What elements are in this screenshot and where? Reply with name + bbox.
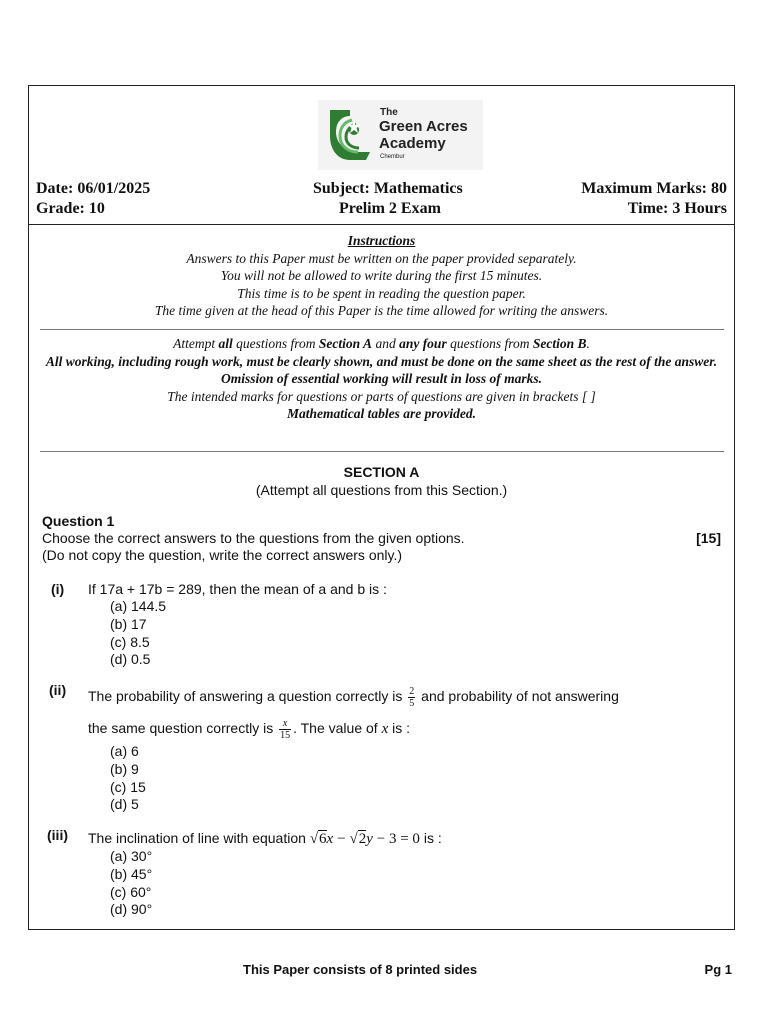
option: (d) 90° (110, 901, 153, 918)
header-divider (29, 224, 734, 225)
part-number: (i) (51, 581, 65, 597)
exam-name: Prelim 2 Exam (339, 200, 441, 217)
part-iii-question: The inclination of line with equation √6x − √2y − 3 = 0 is : (88, 830, 442, 847)
section-subtitle: (Attempt all questions from this Section.) (255, 482, 508, 498)
option: (d) 5 (110, 796, 139, 813)
logo-text-green-acres: Green Acres (379, 118, 468, 135)
section-title: SECTION A (343, 464, 420, 480)
option: (b) 9 (110, 760, 139, 777)
instruction-line: Answers to this Paper must be written on the paper provided separately. (186, 250, 577, 266)
exam-subject: Subject: Mathematics (313, 180, 463, 197)
maximum-marks: Maximum Marks: 80 (581, 180, 727, 197)
part-ii-question-line-1: The probability of answering a question correctly is $\frac{2}{5}$ and probability of not answering (88, 685, 619, 709)
academy-emblem-icon (326, 106, 374, 162)
exam-date: Date: 06/01/2025 (36, 180, 151, 197)
part-number: (iii) (47, 827, 68, 843)
question-1-prompt: Choose the correct answers to the questions from the given options. (42, 530, 465, 546)
question-1-note: (Do not copy the question, write the correct answers only.) (42, 547, 403, 563)
instruction-line: This time is to be spent in reading the question paper. (237, 285, 526, 301)
marks-instruction: The intended marks for questions or parts of questions are given in brackets [ ] (167, 388, 596, 404)
logo-text-chembur: Chembur (380, 154, 405, 160)
working-instruction: All working, including rough work, must be clearly shown, and must be done on the same sheet as the rest of the answer. (45, 353, 718, 369)
instructions-block-2 (30, 335, 733, 423)
fraction-x-fifteenths: $\frac{x}{15}$ (280, 717, 291, 741)
logo-text-the: The (380, 107, 398, 118)
fraction-two-fifths: $\frac{2}{5}$ (409, 685, 415, 709)
option: (a) 6 (110, 743, 139, 759)
omission-instruction: Omission of essential working will result in loss of marks. (220, 371, 543, 386)
exam-grade: Grade: 10 (36, 200, 105, 217)
option: (c) 15 (110, 778, 146, 795)
part-i-question: If 17a + 17b = 289, then the mean of a and b is : (88, 581, 387, 597)
instruction-line: You will not be allowed to write during the first 15 minutes. (220, 268, 543, 283)
part-i-options (110, 598, 166, 669)
section-divider (40, 451, 724, 452)
logo-text-academy: Academy (379, 135, 446, 152)
option: (c) 8.5 (110, 633, 150, 650)
attempt-instruction: Attempt all questions from Section A and any four questions from Section B. (173, 336, 590, 351)
option: (c) 60° (110, 883, 152, 900)
instruction-line: The time given at the head of this Paper is the time allowed for writing the answers. (154, 303, 609, 318)
sqrt-six: √6 (309, 831, 327, 847)
option: (d) 0.5 (110, 651, 151, 668)
exam-time: Time: 3 Hours (627, 200, 727, 217)
option: (a) 144.5 (110, 598, 167, 614)
option: (b) 45° (110, 865, 153, 882)
option: (b) 17 (110, 615, 147, 632)
question-1-label: Question 1 (42, 513, 115, 529)
option: (a) 30° (110, 848, 153, 864)
part-number: (ii) (49, 682, 67, 698)
sqrt-two: √2 (349, 831, 367, 847)
part-ii-question-line-2: the same question correctly is $\frac{x}{15}$ . The value of x is : (88, 717, 411, 741)
printed-sides-note: This Paper consists of 8 printed sides (243, 962, 478, 977)
instructions-divider (40, 329, 724, 330)
instructions-block-1 (30, 232, 733, 320)
school-logo (318, 100, 483, 170)
question-1-marks: [15] (696, 530, 721, 546)
part-ii-options (110, 743, 146, 814)
instructions-title: Instructions (347, 233, 416, 248)
page-number: Pg 1 (704, 962, 732, 977)
part-iii-options (110, 848, 152, 919)
tables-instruction: Mathematical tables are provided. (287, 406, 476, 421)
